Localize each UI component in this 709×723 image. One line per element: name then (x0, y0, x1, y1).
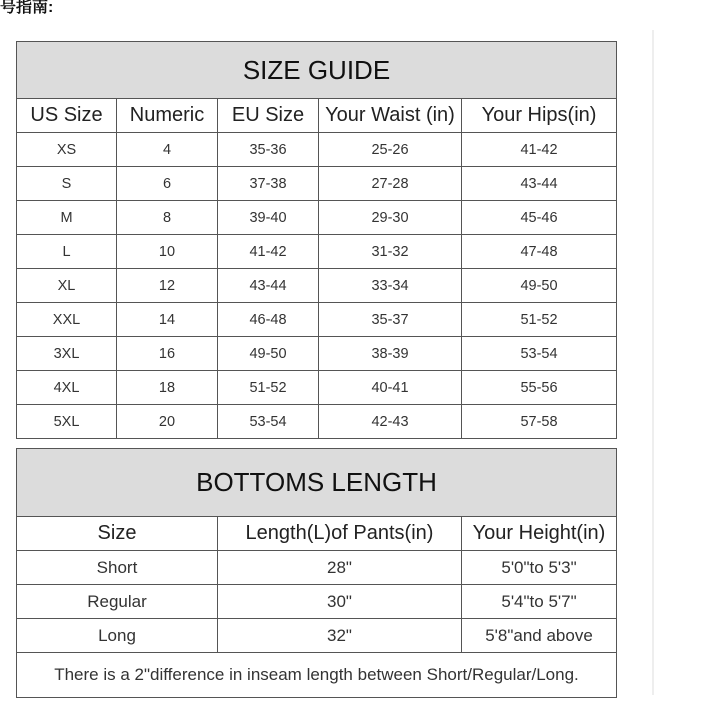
table-cell: 5'0"to 5'3" (462, 551, 617, 585)
table-cell: 43-44 (218, 269, 319, 303)
column-header-size: Size (17, 517, 218, 551)
table-cell: 18 (117, 371, 218, 405)
table-cell: XS (17, 133, 117, 167)
table-row (17, 235, 617, 269)
table-cell: 49-50 (218, 337, 319, 371)
column-header-height: Your Height(in) (462, 517, 617, 551)
table-row (17, 585, 617, 619)
table-cell: 39-40 (218, 201, 319, 235)
table-cell: 8 (117, 201, 218, 235)
table-cell: 53-54 (462, 337, 617, 371)
size-guide-header-row (17, 99, 617, 133)
table-cell: 5XL (17, 405, 117, 439)
table-row (17, 337, 617, 371)
table-cell: XL (17, 269, 117, 303)
inseam-note: There is a 2"difference in inseam length between Short/Regular/Long. (17, 653, 617, 698)
bottoms-header-row (17, 517, 617, 551)
table-cell: 12 (117, 269, 218, 303)
table-cell: 38-39 (319, 337, 462, 371)
table-cell: 53-54 (218, 405, 319, 439)
right-panel-edge (652, 30, 654, 695)
column-header-hips: Your Hips(in) (462, 99, 617, 133)
table-row (17, 619, 617, 653)
table-cell: 20 (117, 405, 218, 439)
table-cell: 45-46 (462, 201, 617, 235)
column-header-eu-size: EU Size (218, 99, 319, 133)
table-cell: 33-34 (319, 269, 462, 303)
inseam-note-row (17, 653, 617, 698)
bottoms-length-title: BOTTOMS LENGTH (17, 449, 617, 517)
table-cell: 32" (218, 619, 462, 653)
table-row (17, 551, 617, 585)
column-header-us-size: US Size (17, 99, 117, 133)
table-cell: 3XL (17, 337, 117, 371)
table-cell: 35-36 (218, 133, 319, 167)
table-cell: 51-52 (462, 303, 617, 337)
table-row (17, 303, 617, 337)
table-cell: 42-43 (319, 405, 462, 439)
table-cell: Long (17, 619, 218, 653)
table-cell: 49-50 (462, 269, 617, 303)
table-cell: 6 (117, 167, 218, 201)
table-cell: 41-42 (218, 235, 319, 269)
table-row (17, 269, 617, 303)
table-cell: S (17, 167, 117, 201)
table-cell: 4 (117, 133, 218, 167)
table-cell: 28" (218, 551, 462, 585)
table-cell: 46-48 (218, 303, 319, 337)
table-cell: 35-37 (319, 303, 462, 337)
table-row (17, 405, 617, 439)
table-cell: 30" (218, 585, 462, 619)
table-cell: 43-44 (462, 167, 617, 201)
table-cell: 47-48 (462, 235, 617, 269)
table-cell: 31-32 (319, 235, 462, 269)
table-cell: M (17, 201, 117, 235)
table-row (17, 133, 617, 167)
table-cell: Regular (17, 585, 218, 619)
size-guide-table (16, 41, 617, 439)
size-guide-title: SIZE GUIDE (17, 42, 617, 99)
column-header-waist: Your Waist (in) (319, 99, 462, 133)
table-cell: 57-58 (462, 405, 617, 439)
table-cell: 41-42 (462, 133, 617, 167)
bottoms-length-table (16, 448, 617, 698)
table-row (17, 201, 617, 235)
table-cell: 25-26 (319, 133, 462, 167)
table-cell: 51-52 (218, 371, 319, 405)
table-cell: 27-28 (319, 167, 462, 201)
table-cell: XXL (17, 303, 117, 337)
table-cell: L (17, 235, 117, 269)
table-cell: 5'8"and above (462, 619, 617, 653)
table-cell: 4XL (17, 371, 117, 405)
page-heading-fragment: 号指南: (0, 0, 54, 16)
column-header-pants-length: Length(L)of Pants(in) (218, 517, 462, 551)
table-cell: 5'4"to 5'7" (462, 585, 617, 619)
table-cell: 55-56 (462, 371, 617, 405)
table-row (17, 167, 617, 201)
table-cell: 40-41 (319, 371, 462, 405)
table-cell: 14 (117, 303, 218, 337)
table-cell: 10 (117, 235, 218, 269)
table-row (17, 371, 617, 405)
table-cell: 16 (117, 337, 218, 371)
table-cell: Short (17, 551, 218, 585)
table-cell: 29-30 (319, 201, 462, 235)
table-cell: 37-38 (218, 167, 319, 201)
column-header-numeric: Numeric (117, 99, 218, 133)
